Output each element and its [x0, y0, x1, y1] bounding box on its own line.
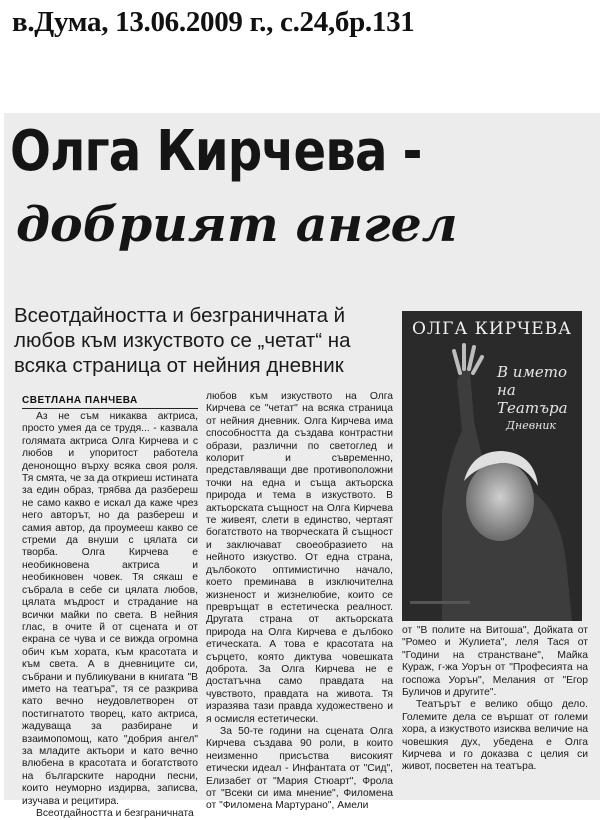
- source-citation: в.Дума, 13.06.2009 г., с.24,бр.131: [12, 6, 415, 38]
- article-column-2: [206, 391, 393, 813]
- paragraph: За 50-те години на сцената Олга Кирчева създава 90 роли, в които неизменно присъства високият етически идеал - Инфантата от "Сид", Елизабет от "Мария Стюарт", Фрола от "Всеки си има мнение", Филомена от "Филомена Мартурано", Амели: [206, 725, 393, 812]
- byline: СВЕТЛАНА ПАНЧЕВА: [22, 395, 198, 409]
- article-column-1: [22, 411, 198, 820]
- paragraph: Театърът е велико общо дело. Големите дела се вършат от големи хора, а изкуството изисква величие на човешкия дух, убедена е Олга Кирчева и го доказва с целия си живот, посветен на театъра.: [402, 699, 588, 773]
- book-title: В името на Театъра: [497, 363, 568, 417]
- article-subtitle: Всеотдайността и безграничната й любов към изкуството се „четат“ на всяка страница от нейния дневник: [14, 304, 351, 377]
- paragraph: от "В полите на Витоша", Дойката от "Ромео и Жулиета", леля Тася от "Години на странстване", Майка Кураж, г-жа Уорън от "Професията на госпожа Уорън", Мелания от "Егор Буличов и другите".: [402, 625, 588, 699]
- book-cover-image: [402, 311, 582, 621]
- portrait-illustration: [402, 311, 582, 621]
- book-author: ОЛГА КИРЧЕВА: [412, 319, 572, 339]
- paragraph: Аз не съм никаква актриса, просто умея да се трудя... - казвала голямата актриса Олга Кирчева и с любов и упоритост работела денонощно върху всяка своя роля. Тя смята, че за да откриеш истината за един образ, трябва да разбереш не само какво е искал да каже чрез него авторът, но да разбереш и самия автор, да проумееш какво се стреми да внуши с цялата си творба. Олга Кирчева е необикновена актриса и необикновен човек. Тя сякаш е събрала в себе си цялата любов, цялата мъдрост и страдание на всички майки по света. В нейния глас, в очите й от сцената и от екрана се чува и се вижда огромна обич към хората, към красотата и към света. А в дневниците си, събрани и публикувани в книгата "В името на театъра", тя се разкрива като вечно неудовлетворен от постигнатото творец, като актриса, жадуваща за разбиране и взаимопомощ, като "добрия ангел" за младите актьори и като вечно влюбена в красотата и богатството на българските народни песни, които неуморно издирва, записва, изучава и рецитира.: [22, 411, 198, 807]
- headline-line-1: Олга Кирчева -: [10, 119, 422, 184]
- newspaper-clipping: [4, 113, 600, 819]
- paragraph: Всеотдайността и безграничната: [36, 808, 194, 819]
- article-column-3: [402, 625, 588, 774]
- book-subtitle: Дневник: [506, 419, 556, 432]
- paragraph: любов към изкуството на Олга Кирчева се "четат" на всяка страница от нейния дневник. Олга Кирчева има способността да създава контрастни образи, различни по светоглед и колорит и съвременно, представляващи две противоположни точки на една и съща актьорска природа и тема в изкуството. В актьорската същност на Олга Кирчева те живеят, слети в единство, чертаят богатството на творческата й същност и заключават своеобразието на нейното изкуство. От една страна, дълбокото оптимистично начало, което преминава в изключителна жизненост и жизнелюбие, които се превръщат в естетическа реалност. Другата страна от актьорската природа на Олга Кирчева е дълбоко етическата. А това е красотата на сърцето, която диктува човешката доброта. За Олга Кирчева не е достатъчна само правдата на чувството, правдата на живота. Тя изразява тази правда художествено и я осмисля естетически.: [206, 391, 393, 725]
- headline-line-2: добрият ангел: [16, 197, 458, 253]
